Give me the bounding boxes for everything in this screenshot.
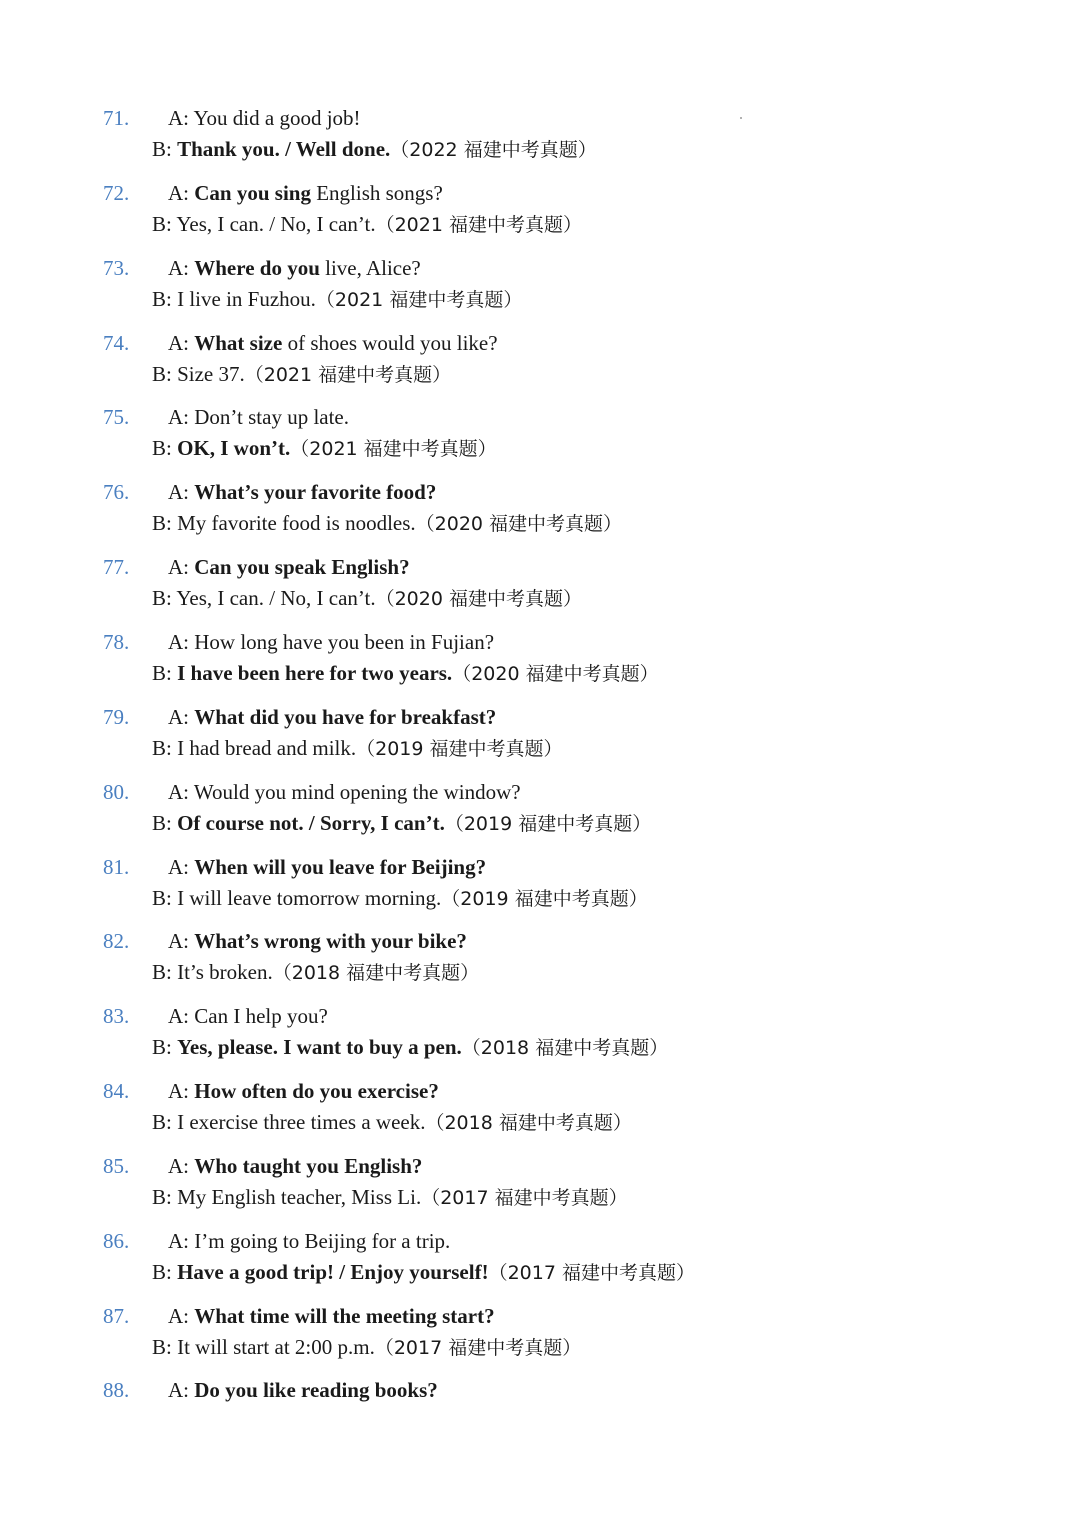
dialogue-text: B: xyxy=(152,660,178,685)
dialogue-text: B: xyxy=(152,286,178,311)
line-a xyxy=(168,853,486,881)
source-note: （2018 福建中考真题） xyxy=(425,1112,632,1134)
line-a xyxy=(168,927,467,955)
item-number: 74. xyxy=(103,330,130,355)
line-b xyxy=(152,210,582,239)
dialogue-text: Would you mind opening the window? xyxy=(193,779,521,804)
dialogue-text: English songs? xyxy=(310,180,443,205)
qa-item xyxy=(0,853,1080,923)
answer-text: What did you have for breakfast? xyxy=(194,704,497,729)
dialogue-text: A: xyxy=(168,1079,195,1103)
dialogue-text: A: xyxy=(168,1378,195,1403)
dialogue-text: B: xyxy=(152,885,178,910)
source-note: （2018 福建中考真题） xyxy=(461,1037,669,1060)
item-number: 82. xyxy=(103,929,130,954)
item-number: 85. xyxy=(103,1153,130,1178)
dialogue-text: My English teacher, Miss Li. xyxy=(177,1184,422,1209)
line-a xyxy=(168,179,443,207)
dialogue-text: A: xyxy=(168,704,195,729)
line-b xyxy=(152,434,497,463)
source-note: （2022 福建中考真题） xyxy=(390,139,597,161)
dialogue-text: A: xyxy=(168,1153,195,1178)
answer-text: I have been here for two years. xyxy=(177,660,453,685)
dialogue-text: A: xyxy=(168,255,195,280)
answer-text: When will you leave for Beijing? xyxy=(194,854,487,879)
line-b xyxy=(152,135,597,164)
line-a xyxy=(168,1152,422,1180)
qa-item xyxy=(0,1152,1080,1222)
line-a xyxy=(168,104,361,132)
dialogue-text: B: xyxy=(152,1035,178,1060)
answer-text: Can you speak English? xyxy=(194,555,410,580)
line-b xyxy=(152,509,622,538)
dialogue-text: B: xyxy=(152,361,178,386)
dialogue-text: A: xyxy=(168,555,195,580)
line-a xyxy=(168,1302,495,1330)
dialogue-text: A: xyxy=(168,405,195,430)
line-b xyxy=(152,584,582,613)
answer-text: What time will the meeting start? xyxy=(194,1303,495,1328)
answer-text: OK, I won’t. xyxy=(177,436,291,461)
item-number: 81. xyxy=(103,854,130,879)
dialogue-text: How long have you been in Fujian? xyxy=(194,629,495,654)
dialogue-text: live, Alice? xyxy=(319,255,421,280)
item-number: 88. xyxy=(103,1378,130,1403)
dialogue-text: B: xyxy=(152,1184,178,1209)
line-a xyxy=(168,1227,450,1255)
dialogue-text: B: xyxy=(152,1259,178,1284)
dialogue-text: B: xyxy=(152,810,178,835)
qa-item xyxy=(0,1077,1080,1147)
line-a xyxy=(168,703,496,731)
line-b xyxy=(152,659,659,688)
dialogue-text: I’m going to Beijing for a trip. xyxy=(194,1228,451,1253)
qa-item xyxy=(0,927,1080,997)
qa-item xyxy=(0,403,1080,473)
source-note: （2021 福建中考真题） xyxy=(290,438,497,461)
item-number: 72. xyxy=(103,180,130,205)
qa-item xyxy=(0,329,1080,399)
dialogue-text: Size 37. xyxy=(177,361,245,386)
dialogue-text: B: xyxy=(152,960,178,985)
line-a xyxy=(168,778,521,806)
dialogue-text: I will leave tomorrow morning. xyxy=(177,885,442,910)
dialogue-text: Don’t stay up late. xyxy=(194,405,350,430)
source-note: （2020 福建中考真题） xyxy=(375,588,582,611)
dialogue-text: B: xyxy=(152,1334,178,1359)
answer-text: What’s your favorite food? xyxy=(194,480,437,505)
qa-item xyxy=(0,179,1080,249)
line-b xyxy=(152,1333,581,1362)
source-note: （2018 福建中考真题） xyxy=(272,962,480,985)
qa-item xyxy=(0,703,1080,773)
line-a xyxy=(168,478,436,506)
source-note: （2019 福建中考真题） xyxy=(356,737,563,760)
dialogue-text: A: xyxy=(168,1004,195,1029)
answer-text: What size xyxy=(194,330,283,355)
source-note: （2020 福建中考真题） xyxy=(452,662,659,685)
dialogue-text: Yes, I can. / No, I can’t. xyxy=(176,211,376,236)
source-note: （2017 福建中考真题） xyxy=(374,1336,582,1359)
answer-text: Have a good trip! / Enjoy yourself! xyxy=(177,1259,489,1284)
dialogue-text: B: xyxy=(152,211,177,236)
answer-text: Can you sing xyxy=(194,180,311,205)
dialogue-text: A: xyxy=(168,779,194,804)
item-number: 78. xyxy=(103,629,130,654)
answer-text: How often do you exercise? xyxy=(194,1079,439,1103)
line-b xyxy=(152,1033,668,1062)
source-note: （2017 福建中考真题） xyxy=(488,1261,695,1284)
qa-item xyxy=(0,1002,1080,1072)
dialogue-text: A: xyxy=(168,180,195,205)
source-note: （2019 福建中考真题） xyxy=(441,887,648,910)
answer-text: Of course not. / Sorry, I can’t. xyxy=(177,810,445,835)
item-number: 79. xyxy=(103,704,130,729)
dialogue-text: A: xyxy=(168,106,194,130)
item-number: 71. xyxy=(103,106,130,130)
dialogue-text: It will start at 2:00 p.m. xyxy=(177,1334,375,1359)
dialogue-text: I exercise three times a week. xyxy=(177,1110,426,1134)
qa-item xyxy=(0,478,1080,548)
line-b xyxy=(152,285,522,314)
answer-text: What’s wrong with your bike? xyxy=(194,929,467,954)
line-a xyxy=(168,1376,438,1404)
source-note: （2017 福建中考真题） xyxy=(421,1186,628,1209)
dialogue-text: A: xyxy=(168,1228,195,1253)
dialogue-text: of shoes would you like? xyxy=(282,330,498,355)
qa-item xyxy=(0,104,1080,174)
line-b xyxy=(152,1183,628,1212)
answer-text: Who taught you English? xyxy=(194,1153,423,1178)
dialogue-text: It’s broken. xyxy=(177,960,273,985)
answer-text: Where do you xyxy=(194,255,320,280)
qa-item xyxy=(0,553,1080,623)
source-note: （2020 福建中考真题） xyxy=(415,513,623,536)
dialogue-text: B: xyxy=(152,586,177,611)
answer-text: Thank you. / Well done. xyxy=(177,137,391,161)
answer-text: Yes, please. I want to buy a pen. xyxy=(177,1035,462,1060)
item-number: 77. xyxy=(103,555,130,580)
qa-item xyxy=(0,778,1080,848)
line-a xyxy=(168,553,410,581)
line-b xyxy=(152,1258,695,1287)
qa-item xyxy=(0,254,1080,324)
qa-item xyxy=(0,1227,1080,1297)
dialogue-text: B: xyxy=(152,511,178,536)
qa-item xyxy=(0,1376,1080,1446)
line-a xyxy=(168,1002,328,1030)
dialogue-text: Can I help you? xyxy=(194,1004,328,1029)
line-a xyxy=(168,254,421,282)
dialogue-text: A: xyxy=(168,929,195,954)
source-note: （2021 福建中考真题） xyxy=(315,288,523,311)
item-number: 80. xyxy=(103,779,130,804)
dialogue-text: My favorite food is noodles. xyxy=(177,511,416,536)
dialogue-text: I had bread and milk. xyxy=(177,735,357,760)
qa-item xyxy=(0,628,1080,698)
line-a xyxy=(168,403,349,431)
dialogue-text: Yes, I can. / No, I can’t. xyxy=(176,586,376,611)
item-number: 73. xyxy=(103,255,130,280)
dialogue-text: A: xyxy=(168,330,195,355)
line-b xyxy=(152,958,479,987)
item-number: 86. xyxy=(103,1228,130,1253)
source-note: （2021 福建中考真题） xyxy=(244,363,452,386)
source-note: （2021 福建中考真题） xyxy=(375,213,582,236)
item-number: 83. xyxy=(103,1004,130,1029)
answer-text: Do you like reading books? xyxy=(194,1378,438,1403)
dialogue-text: A: xyxy=(168,1303,195,1328)
qa-item xyxy=(0,1302,1080,1372)
source-note: （2019 福建中考真题） xyxy=(444,812,652,835)
line-b xyxy=(152,360,451,389)
item-number: 87. xyxy=(103,1303,130,1328)
dialogue-text: A: xyxy=(168,854,195,879)
item-number: 75. xyxy=(103,405,130,430)
dialogue-text: B: xyxy=(152,436,178,461)
dialogue-text: B: xyxy=(152,735,178,760)
dialogue-text: B: xyxy=(152,1110,178,1134)
dialogue-text: I live in Fuzhou. xyxy=(177,286,316,311)
line-a xyxy=(168,329,498,357)
dialogue-text: B: xyxy=(152,137,178,161)
item-number: 76. xyxy=(103,480,130,505)
dialogue-text: A: xyxy=(168,480,195,505)
line-b xyxy=(152,734,563,763)
line-b xyxy=(152,809,651,838)
dialogue-text: A: xyxy=(168,629,195,654)
item-number: 84. xyxy=(103,1079,130,1103)
line-b xyxy=(152,1108,632,1137)
dialogue-text: You did a good job! xyxy=(193,106,361,130)
line-a xyxy=(168,628,494,656)
line-b xyxy=(152,884,648,913)
line-a xyxy=(168,1077,439,1105)
